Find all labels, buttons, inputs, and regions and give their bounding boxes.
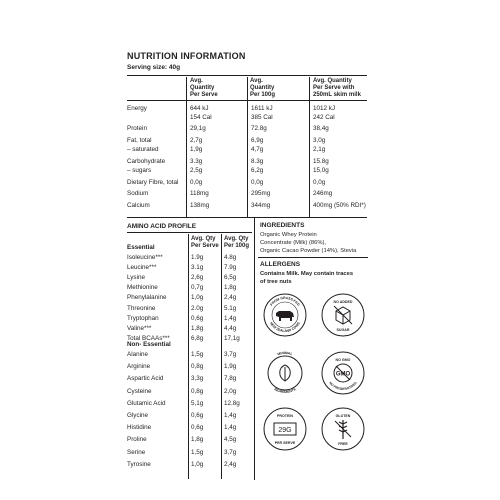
amino-100g: 2,4g bbox=[224, 460, 237, 468]
with-milk-value: 1012 kJ bbox=[313, 105, 336, 112]
with-milk-value: 242 Cal bbox=[313, 114, 335, 121]
amino-100g: 2,4g bbox=[224, 294, 237, 302]
column-divider bbox=[221, 234, 222, 479]
per-serve-value: 138mg bbox=[190, 202, 210, 209]
amino-name: Isoleucine*** bbox=[127, 254, 163, 261]
amino-name: Glutamic Acid bbox=[127, 399, 166, 407]
wheat-icon bbox=[320, 406, 366, 452]
svg-text:FROM GRASS-FED: FROM GRASS-FED bbox=[269, 295, 301, 307]
amino-name: Tryptophan bbox=[127, 314, 159, 322]
no-gmo-badge bbox=[320, 350, 366, 396]
nutrient-label: Dietary Fibre, total bbox=[127, 179, 179, 186]
amino-serve: 0,6g bbox=[191, 424, 204, 432]
serving-size: Serving size: 40g bbox=[127, 64, 181, 71]
amino-name: Cysteine bbox=[127, 387, 152, 395]
amino-100g: 3,7g bbox=[224, 351, 237, 358]
allergens-text: Contains Milk. May contain traces of tree nuts bbox=[260, 271, 354, 285]
per-100g-value: 295mg bbox=[251, 190, 271, 197]
per-100g-value: 1611 kJ bbox=[251, 105, 273, 112]
minimal-ingredients-badge bbox=[262, 350, 308, 396]
per-serve-value: 2,7g bbox=[190, 137, 203, 144]
amino-100g: 4,5g bbox=[224, 436, 237, 444]
svg-text:NO GMO: NO GMO bbox=[335, 358, 351, 362]
column-divider bbox=[309, 77, 310, 217]
amino-serve: 3,3g bbox=[191, 375, 204, 383]
svg-text:NO PRESERVATIVES: NO PRESERVATIVES bbox=[328, 381, 358, 392]
with-milk-value: 3,0g bbox=[313, 137, 326, 144]
amino-serve: 1,5g bbox=[191, 351, 204, 358]
amino-serve: 1,0g bbox=[191, 460, 204, 468]
svg-text:NO ADDED: NO ADDED bbox=[333, 300, 353, 304]
amino-name: Valine*** bbox=[127, 324, 152, 332]
amino-name: Arginine bbox=[127, 363, 151, 371]
per-100g-value: 0,0g bbox=[251, 179, 264, 186]
grass-fed-badge bbox=[262, 292, 308, 338]
column-divider bbox=[254, 218, 255, 480]
amino-100g: 5.1g bbox=[224, 304, 237, 312]
amino-name: Histidine bbox=[127, 424, 152, 432]
amino-100g: 4.8g bbox=[224, 254, 237, 261]
nutrient-label: Fat, total bbox=[127, 137, 152, 144]
amino-100g: 12.8g bbox=[224, 399, 240, 407]
header-with-milk: Avg. Quantity Per Serve with 250mL skim milk bbox=[313, 78, 361, 98]
header-per-serve: Avg. Quantity Per Serve bbox=[190, 78, 218, 98]
amino-100g: 6,5g bbox=[224, 274, 237, 282]
amino-name: Serine bbox=[127, 448, 146, 456]
divider bbox=[127, 232, 252, 233]
amino-name: Phenylalanine bbox=[127, 294, 167, 302]
svg-text:MINIMAL: MINIMAL bbox=[276, 350, 294, 357]
column-divider bbox=[247, 77, 248, 217]
amino-serve: 0,6g bbox=[191, 314, 204, 322]
amino-100g: 1,4g bbox=[224, 424, 237, 432]
per-100g-value: 4,7g bbox=[251, 146, 264, 153]
per-serve-value: 154 Cal bbox=[190, 114, 212, 121]
svg-text:NEW ZEALAND COWS: NEW ZEALAND COWS bbox=[269, 321, 301, 334]
divider bbox=[127, 75, 367, 76]
with-milk-value: 0,0g bbox=[313, 179, 326, 186]
amino-name: Alanine bbox=[127, 351, 149, 358]
essential-label: Essential bbox=[127, 244, 155, 251]
amino-serve: 6,8g bbox=[191, 334, 204, 342]
amino-name: Aspartic Acid bbox=[127, 375, 164, 383]
amino-name: Glycine bbox=[127, 412, 148, 419]
per-serve-value: 3.3g bbox=[190, 158, 203, 165]
amino-serve: 1,8g bbox=[191, 436, 204, 444]
amino-serve: 2,6g bbox=[191, 274, 204, 282]
divider bbox=[127, 217, 367, 218]
svg-text:INGREDIENTS: INGREDIENTS bbox=[273, 387, 297, 395]
column-divider bbox=[188, 234, 189, 479]
per-100g-value: 344mg bbox=[251, 202, 271, 209]
amino-header-100g: Avg. Qty Per 100g bbox=[224, 236, 250, 249]
per-serve-value: 29,1g bbox=[190, 125, 206, 132]
ingredients-text: Organic Whey Protein Concentrate (Milk) (86%), Organic Cacao Powder (14%), Stevia bbox=[260, 232, 357, 254]
with-milk-value: 246mg bbox=[313, 190, 333, 197]
nutrition-title: NUTRITION INFORMATION bbox=[127, 51, 246, 61]
header-per-100g: Avg. Quantity Per 100g bbox=[250, 78, 276, 98]
amino-100g: 3,7g bbox=[224, 448, 237, 456]
per-serve-value: 118mg bbox=[190, 190, 209, 197]
per-serve-value: 1,9g bbox=[190, 146, 203, 153]
amino-100g: 7,8g bbox=[224, 375, 237, 383]
nutrient-label: Calcium bbox=[127, 202, 150, 209]
amino-serve: 1,5g bbox=[191, 448, 204, 456]
amino-serve: 0,8g bbox=[191, 387, 204, 395]
amino-serve: 0,6g bbox=[191, 412, 204, 419]
nutrient-label: – saturated bbox=[127, 146, 159, 153]
per-100g-value: 385 Cal bbox=[251, 114, 273, 121]
amino-100g: 17,1g bbox=[224, 334, 240, 342]
amino-name: Methionine bbox=[127, 284, 158, 292]
amino-name: Lysine bbox=[127, 274, 145, 282]
amino-serve: 0,8g bbox=[191, 363, 204, 371]
amino-100g: 1,9g bbox=[224, 363, 237, 371]
no-added-sugar-badge bbox=[320, 292, 366, 338]
amino-serve: 1,0g bbox=[191, 294, 204, 302]
amino-serve: 1.9g bbox=[191, 254, 204, 261]
amino-name: Leucine*** bbox=[127, 264, 157, 272]
leaf-icon bbox=[262, 350, 308, 396]
gluten-free-badge bbox=[320, 406, 366, 452]
cow-icon bbox=[262, 292, 308, 338]
box-icon bbox=[320, 292, 366, 338]
protein-badge bbox=[262, 406, 308, 452]
per-100g-value: 6,2g bbox=[251, 167, 264, 174]
allergens-title: ALLERGENS bbox=[260, 261, 301, 268]
amino-serve: 5,1g bbox=[191, 399, 204, 407]
nutrient-label: Protein bbox=[127, 125, 147, 132]
amino-serve: 3.1g bbox=[191, 264, 204, 272]
nutrient-label: Sodium bbox=[127, 190, 149, 197]
svg-text:SUGAR: SUGAR bbox=[336, 328, 350, 332]
amino-100g: 1,4g bbox=[224, 412, 237, 419]
per-100g-value: 72.8g bbox=[251, 125, 267, 132]
per-100g-value: 8.3g bbox=[251, 158, 264, 165]
amino-name: Threonine bbox=[127, 304, 156, 312]
no-gmo-icon bbox=[320, 350, 366, 396]
svg-text:29G: 29G bbox=[278, 427, 292, 434]
column-divider bbox=[186, 77, 187, 217]
amino-title: AMINO ACID PROFILE bbox=[127, 223, 197, 230]
per-100g-value: 6,9g bbox=[251, 137, 264, 144]
protein-icon bbox=[262, 406, 308, 452]
amino-100g: 1,8g bbox=[224, 284, 237, 292]
amino-100g: 2,0g bbox=[224, 387, 237, 395]
nutrient-label: – sugars bbox=[127, 167, 152, 174]
with-milk-value: 15.8g bbox=[313, 158, 329, 165]
amino-serve: 1,8g bbox=[191, 324, 204, 332]
divider bbox=[258, 257, 368, 258]
per-serve-value: 644 kJ bbox=[190, 105, 209, 112]
nutrient-label: Energy bbox=[127, 105, 147, 112]
nutrient-label: Carbohydrate bbox=[127, 158, 166, 165]
with-milk-value: 400mg (50% RDI*) bbox=[313, 202, 366, 209]
with-milk-value: 15,0g bbox=[313, 167, 329, 174]
with-milk-value: 2,1g bbox=[313, 146, 326, 153]
svg-text:PROTEIN: PROTEIN bbox=[277, 414, 293, 418]
svg-text:GLUTEN: GLUTEN bbox=[335, 414, 351, 418]
amino-serve: 0,7g bbox=[191, 284, 204, 292]
with-milk-value: 38,4g bbox=[313, 125, 329, 132]
amino-100g: 4,4g bbox=[224, 324, 237, 332]
amino-header-serve: Avg. Qty Per Serve bbox=[191, 236, 219, 249]
nonessential-label: Non- Essential bbox=[127, 341, 171, 348]
amino-100g: 1,4g bbox=[224, 314, 237, 322]
ingredients-title: INGREDIENTS bbox=[260, 222, 305, 229]
amino-serve: 2.0g bbox=[191, 304, 204, 312]
amino-name: Proline bbox=[127, 436, 147, 444]
amino-name: Tyrosine bbox=[127, 460, 151, 468]
svg-text:FREE: FREE bbox=[338, 442, 348, 446]
svg-text:GMO: GMO bbox=[335, 371, 351, 378]
per-serve-value: 2,5g bbox=[190, 167, 203, 174]
per-serve-value: 0,0g bbox=[190, 179, 203, 186]
amino-100g: 7.9g bbox=[224, 264, 237, 272]
amino-name: Total BCAAs*** bbox=[127, 334, 170, 342]
svg-text:PER SERVE: PER SERVE bbox=[274, 441, 296, 445]
